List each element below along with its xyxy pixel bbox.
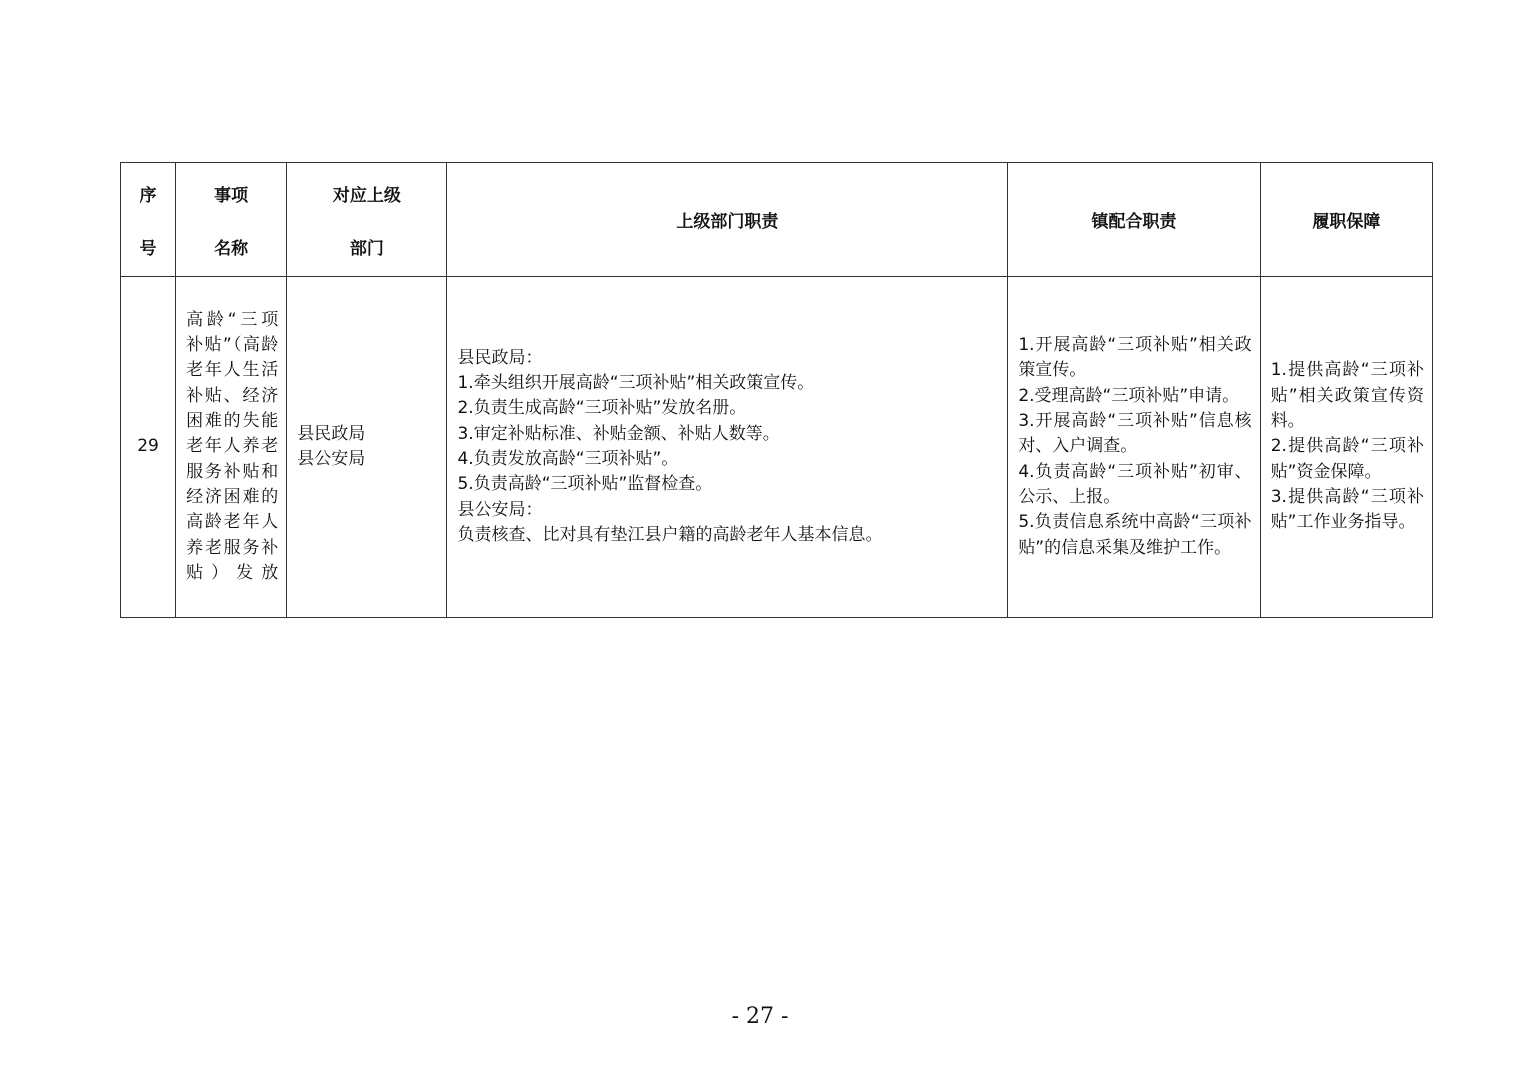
upper-duty-line: 5.负责高龄“三项补贴”监督检查。 — [457, 474, 713, 495]
dept-line: 县公安局 — [297, 449, 366, 469]
upper-duty-line: 1.牵头组织开展高龄“三项补贴”相关政策宣传。 — [457, 373, 815, 394]
upper-duty-line: 县公安局： — [457, 499, 543, 520]
header-seq — [121, 163, 176, 277]
guarantee-line: 2.提供高龄“三项补贴”资金保障。 — [1270, 436, 1424, 482]
guarantee-line: 3.提供高龄“三项补贴”工作业务指导。 — [1270, 486, 1424, 533]
town-duty-line: 3.开展高龄“三项补贴”信息核对、入户调查。 — [1018, 411, 1252, 457]
header-item-line2: 名称 — [214, 238, 249, 259]
upper-duty-line: 3.审定补贴标准、补贴金额、补贴人数等。 — [457, 423, 780, 444]
town-duty-line: 2.受理高龄“三项补贴”申请。 — [1018, 385, 1240, 406]
header-seq-line1: 序 — [139, 185, 157, 206]
header-row — [121, 163, 1433, 277]
guarantee-line: 1.提供高龄“三项补贴”相关政策宣传资料。 — [1270, 360, 1424, 432]
header-upper-duties: 上级部门职责 — [447, 163, 1008, 277]
row-upper-duties — [447, 277, 1008, 618]
row-town-duties — [1008, 277, 1260, 618]
upper-duty-line: 4.负责发放高龄“三项补贴”。 — [457, 449, 679, 469]
town-duty-line: 5.负责信息系统中高龄“三项补贴”的信息采集及维护工作。 — [1018, 512, 1252, 558]
header-dept-line1: 对应上级 — [332, 185, 401, 206]
row-seq: 29 — [121, 277, 176, 618]
header-seq-line2: 号 — [139, 238, 157, 259]
town-duty-line: 4.负责高龄“三项补贴”初审、公示、上报。 — [1018, 461, 1252, 507]
responsibility-table — [120, 162, 1433, 618]
upper-duty-line: 负责核查、比对具有垫江县户籍的高龄老年人基本信息。 — [457, 524, 883, 545]
table-row — [121, 277, 1433, 618]
dept-line: 县民政局 — [297, 423, 366, 444]
header-dept — [287, 163, 447, 277]
row-dept — [287, 277, 447, 618]
page-number: - 27 - — [731, 1004, 789, 1029]
town-duty-line: 1.开展高龄“三项补贴”相关政策宣传。 — [1018, 335, 1252, 381]
header-guarantee: 履职保障 — [1260, 163, 1432, 277]
header-town-duties: 镇配合职责 — [1008, 163, 1260, 277]
row-item — [176, 277, 287, 618]
upper-duty-line: 县民政局： — [457, 347, 543, 368]
row-item-text: 高龄“三项补贴”（高龄老年人生活补贴、经济困难的失能老年人养老服务补贴和经济困难的高龄老年人养老服务补贴）发放 — [186, 309, 279, 583]
row-guarantee — [1260, 277, 1432, 618]
header-dept-line2: 部门 — [349, 238, 384, 259]
upper-duty-line: 2.负责生成高龄“三项补贴”发放名册。 — [457, 398, 747, 419]
header-item-line1: 事项 — [214, 185, 249, 206]
header-item — [176, 163, 287, 277]
